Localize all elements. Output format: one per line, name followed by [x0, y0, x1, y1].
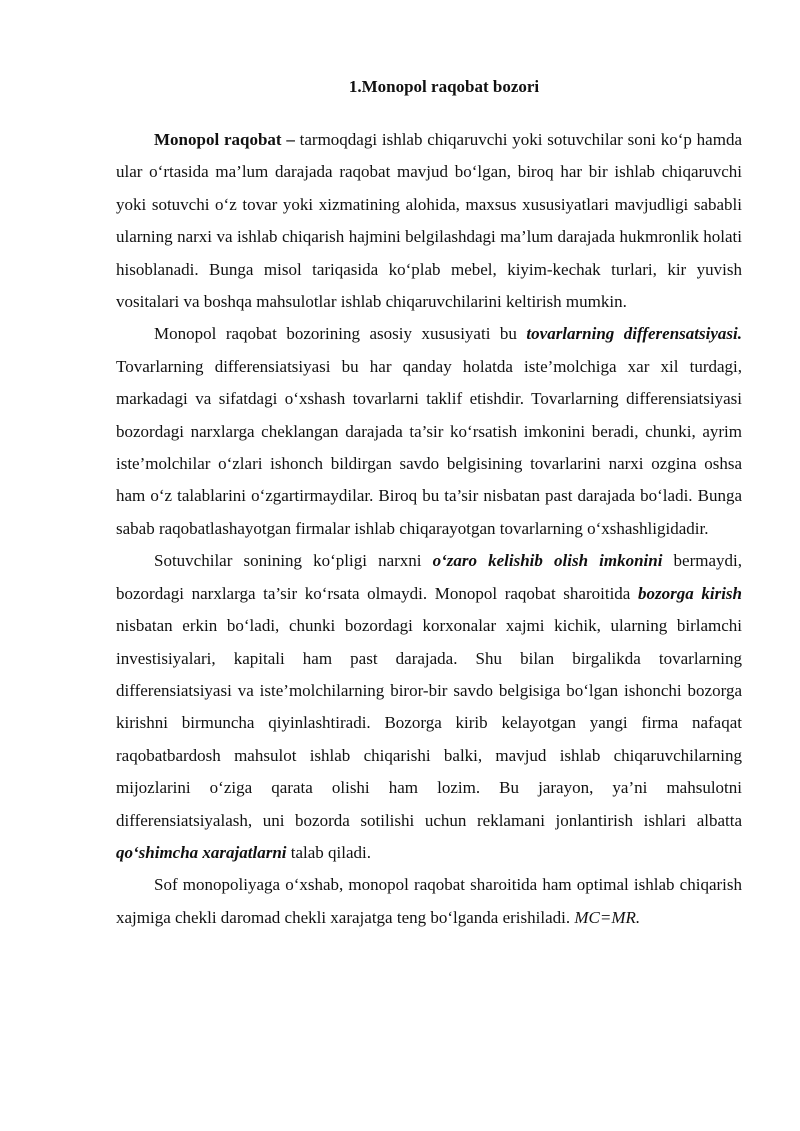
document-page: [116, 70, 742, 934]
text-segment: bermaydi, bozordagi narxlarga ta’sir ko‘rsata olmaydi. Monopol raqobat sharoitida: [116, 551, 742, 603]
text-segment: talab qiladi.: [286, 842, 372, 862]
page-title: 1.Monopol raqobat bozori: [348, 77, 540, 96]
emphasis-differentiation: tovarlarning differensatsiyasi.: [526, 324, 742, 344]
text-segment: Sotuvchilar sonining ko‘pligi narxni: [154, 551, 433, 571]
paragraph-definition: [116, 124, 742, 318]
text-segment: Tovarlarning differensiatsiyasi bu har qanday holatda iste’molchiga xar xil turdagi, markadagi va sifatdagi o‘xshash tovarlarni taklif etishdir. Tovarlarning differensiatsiyasi bozordagi narxlarga cheklangan darajada ta’sir ko‘rsatish imkonini beradi, chunki, ayrim iste’molchilar o‘zlari ishonch bildirgan savdo belgisining tovarlarini narxi ozgina oshsa ham o‘z talablarini o‘zgartirmaydilar. Biroq bu ta’sir nisbatan past darajada bo‘ladi. Bunga sabab raqobatlashayotgan firmalar ishlab chiqarayotgan tovarlarning o‘xshashligidadir.: [116, 356, 742, 538]
paragraph-optimum: [116, 869, 742, 934]
text-segment: nisbatan erkin bo‘ladi, chunki bozordagi korxonalar xajmi kichik, ularning birlamchi investisiyalari, kapitali ham past darajada. Shu bilan birgalikda tovarlarning differensiatsiyasi va iste’molchilarning biror-bir savdo belgisiga bo‘lgan ishonchi bozorga kirishni birmuncha qiyinlashtiradi. Bozorga kirib kelayotgan yangi firma nafaqat raqobatbardosh mahsulot ishlab chiqarishi balki, mavjud ishlab chiqaruvchilarning mijozlarini o‘ziga qarata olishi ham lozim. Bu jarayon, ya’ni mahsulotni differensiatsiyalash, uni bozorda sotilishi uchun reklamani jonlantirish ishlari albatta: [116, 616, 742, 830]
emphasis-market-entry: bozorga kirish: [637, 583, 742, 603]
emphasis-agreement: o‘zaro kelishib olish imkonini: [432, 551, 663, 571]
text-segment: Sof monopoliyaga o‘xshab, monopol raqobat sharoitida ham optimal ishlab chiqarish xajmiga chekli daromad chekli xarajatga teng bo‘lganda erishiladi.: [116, 875, 742, 927]
paragraph-market-entry: [116, 545, 742, 869]
paragraph-differentiation: [116, 318, 742, 545]
formula-mc-mr: MC=MR.: [574, 907, 641, 927]
definition-text: tarmoqdagi ishlab chiqaruvchi yoki sotuvchilar soni ko‘p hamda ular o‘rtasida ma’lum darajada raqobat mavjud bo‘lgan, biroq har bir ishlab chiqaruvchi yoki sotuvchi o‘z tovar yoki xizmatining alohida, maxsus xususiyatlari mavjudligi sababli ularning narxi va ishlab chiqarish hajmini belgilashdagi ma’lum darajada hukmronlik holati hisoblanadi. Bunga misol tariqasida ko‘plab mebel, kiyim-kechak turlari, kir yuvish vositalari va boshqa mahsulotlar ishlab chiqaruvchilarini keltirish mumkin.: [116, 130, 742, 312]
emphasis-extra-costs: qo‘shimcha xarajatlarni: [116, 842, 287, 862]
text-segment: Monopol raqobat bozorining asosiy xususiyati bu: [154, 324, 527, 344]
term-monopol-raqobat: Monopol raqobat –: [154, 130, 295, 149]
